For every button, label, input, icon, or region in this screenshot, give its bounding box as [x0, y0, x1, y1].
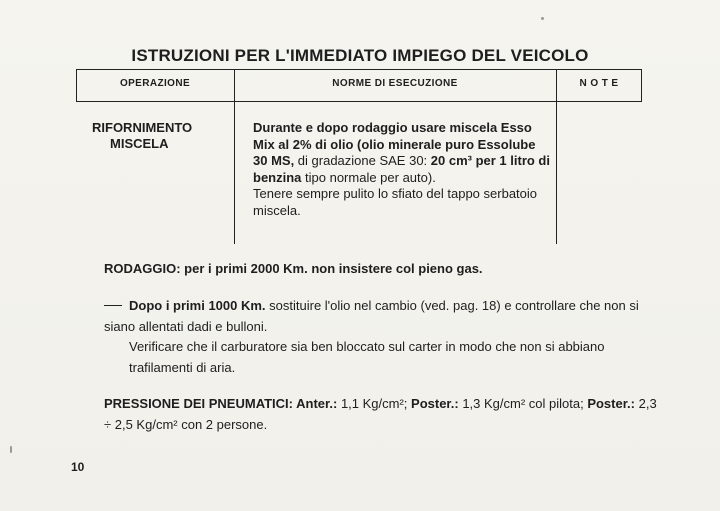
table-header-rule — [76, 101, 642, 102]
page-number: 10 — [71, 460, 85, 474]
anter-value: 1,1 Kg/cm²; — [337, 396, 408, 411]
page-title: ISTRUZIONI PER L'IMMEDIATO IMPIEGO DEL VEICOLO — [131, 46, 589, 65]
paper-speck — [10, 446, 12, 453]
dopo-first-para — [104, 296, 664, 337]
dopo-bold: Dopo i primi 1000 Km. — [129, 298, 266, 313]
execution-rules-cell — [253, 120, 553, 220]
rodaggio-label: RODAGGIO: — [104, 261, 181, 276]
rules-text-2: tipo normale per auto). — [301, 169, 436, 185]
paper-speck — [541, 17, 544, 20]
dopo-paragraph — [104, 296, 664, 378]
table-divider-1 — [234, 69, 235, 244]
poster-label: Poster.: — [407, 396, 459, 411]
poster2-label: Poster.: — [583, 396, 635, 411]
table-divider-2 — [556, 69, 557, 244]
header-note: N O T E — [579, 78, 619, 89]
em-dash — [104, 305, 122, 306]
poster2-value: 2,3 ÷ 2,5 Kg/cm² con 2 persone. — [104, 396, 657, 432]
poster-value: 1,3 Kg/cm² col pilota; — [458, 396, 584, 411]
header-operazione: OPERAZIONE — [119, 78, 191, 89]
dopo-text: sostituire l'olio nel cambio (ved. pag. 18) e controllare che non si siano allentati dadi e bulloni. — [104, 298, 639, 334]
anter-label: Anter.: — [293, 396, 338, 411]
operation-line-1: RIFORNIMENTO — [92, 120, 193, 135]
rodaggio-paragraph — [104, 259, 664, 280]
dopo-second-para: Verificare che il carburatore sia ben bloccato sul carter in modo che non si abbiano trafilamenti di aria. — [129, 339, 605, 375]
header-norme: NORME DI ESECUZIONE — [332, 78, 458, 89]
rodaggio-text: per i primi 2000 Km. non insistere col pieno gas. — [180, 261, 483, 276]
operation-cell — [92, 120, 232, 152]
rules-text-3: Tenere sempre pulito lo sfiato del tappo serbatoio miscela. — [253, 186, 538, 218]
pressione-paragraph — [104, 394, 664, 435]
rules-text-1: di gradazione SAE 30: — [294, 153, 431, 169]
rules-bold-2: 20 cm³ per 1 litro di benzina — [253, 153, 550, 185]
rules-bold-1: Durante e dopo rodaggio usare miscela Esso Mix al 2% di olio (olio minerale puro Essolube 30 MS, — [253, 120, 536, 169]
pressione-label: PRESSIONE DEI PNEUMATICI: — [104, 396, 294, 411]
operation-line-2: MISCELA — [110, 136, 169, 151]
table-top-rule — [76, 69, 642, 70]
